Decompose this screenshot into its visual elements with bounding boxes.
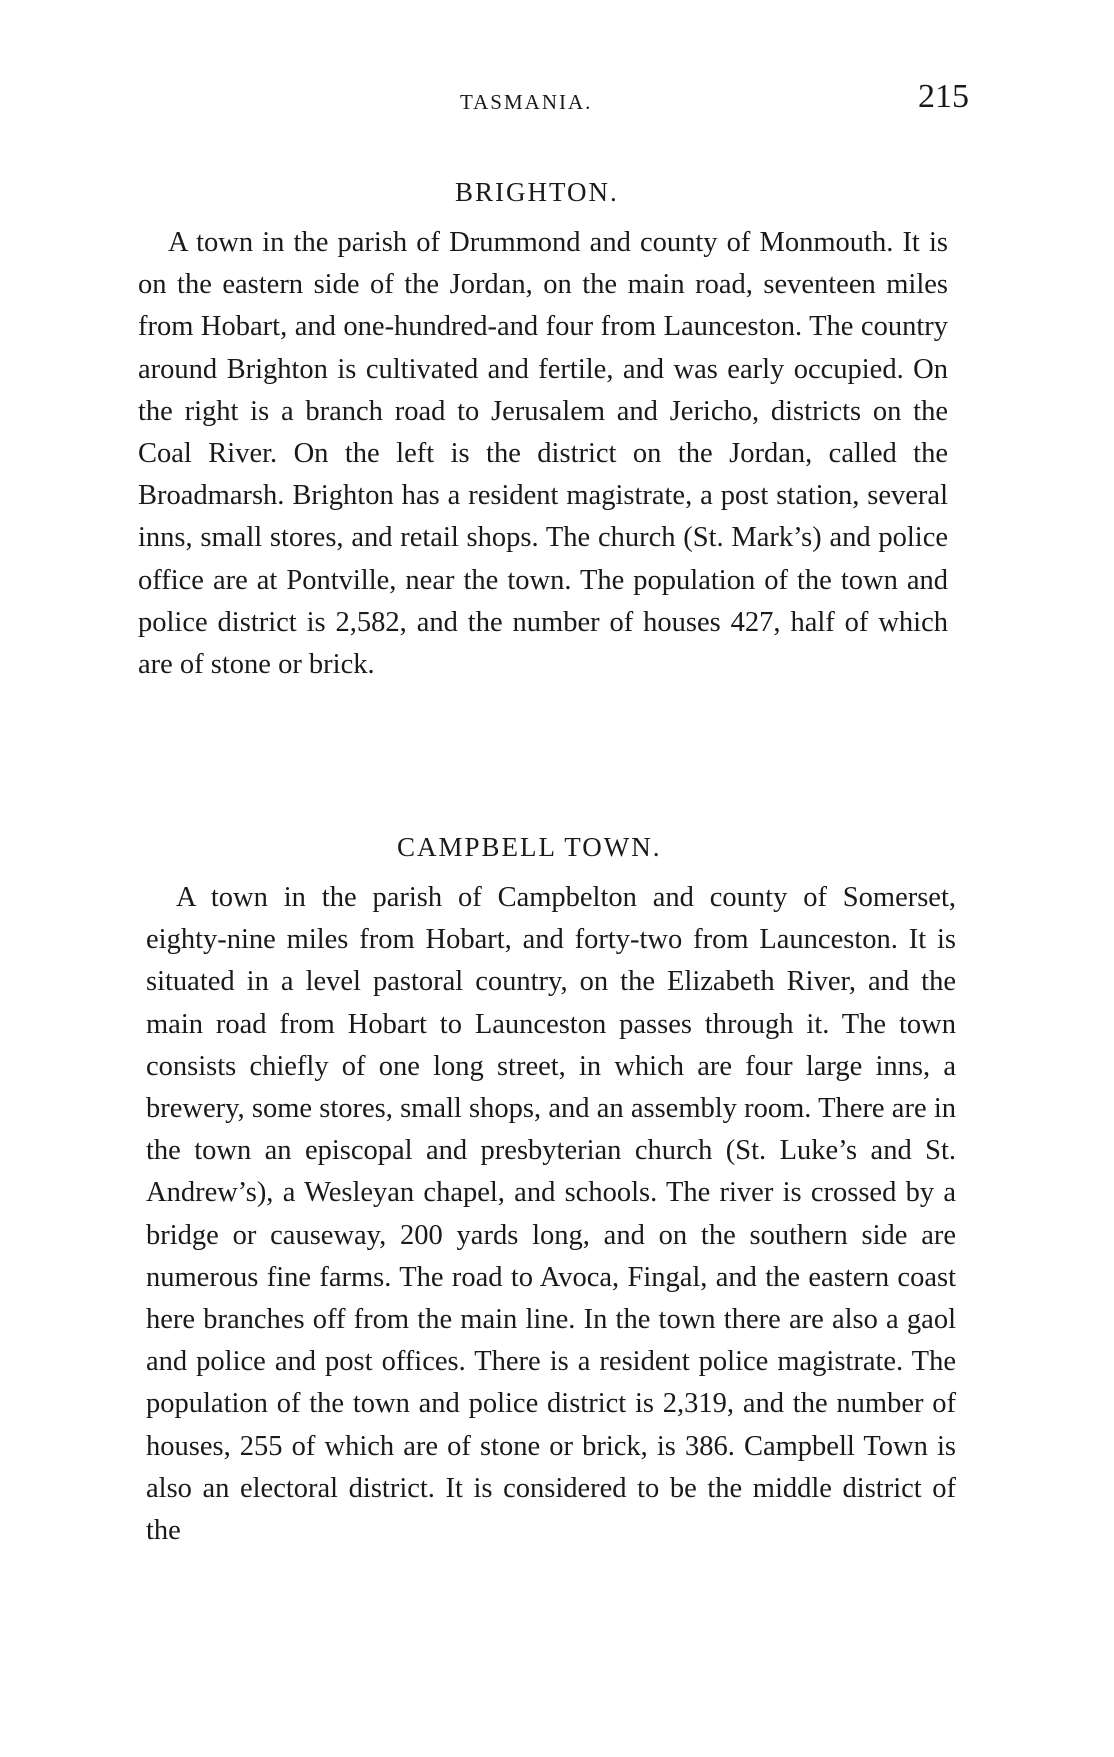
section-body-campbell-town — [146, 877, 956, 1552]
section-title-campbell-town: CAMPBELL TOWN. — [397, 832, 662, 862]
section-body-brighton — [138, 222, 948, 686]
section-body-brighton-text: A town in the parish of Drummond and county of Monmouth. It is on the eastern side of the Jordan, on the main road, seventeen miles from Hobart, and one-hundred-and four from Launceston. The country around Brighton is cultivated and fertile, and was early occupied. On the right is a branch road to Jerusalem and Jericho, districts on the Coal River. On the left is the district on the Jordan, called the Broadmarsh. Brighton has a resident magistrate, a post station, several inns, small stores, and retail shops. The church (St. Mark’s) and police office are at Pontville, near the town. The population of the town and police district is 2,582, and the number of houses 427, half of which are of stone or brick. — [138, 227, 948, 681]
section-title-brighton: BRIGHTON. — [455, 177, 619, 207]
running-head: TASMANIA. — [460, 90, 593, 114]
page-number: 215 — [918, 78, 969, 115]
section-body-campbell-town-text: A town in the parish of Campbelton and county of Somerset, eighty-nine miles from Hobart, and forty-two from Launceston. It is situated in a level pastoral country, on the Elizabeth River, and the main road from Hobart to Launceston passes through it. The town consists chiefly of one long street, in which are four large inns, a brewery, some stores, small shops, and an assembly room. There are in the town an episcopal and presbyterian church (St. Luke’s and St. Andrew’s), a Wesleyan chapel, and schools. The river is crossed by a bridge or causeway, 200 yards long, and on the southern side are numerous fine farms. The road to Avoca, Fingal, and the eastern coast here branches off from the main line. In the town there are also a gaol and police and post offices. There is a resident police magistrate. The population of the town and police district is 2,319, and the number of houses, 255 of which are of stone or brick, is 386. Campbell Town is also an electoral district. It is considered to be the middle district of the — [146, 882, 956, 1547]
